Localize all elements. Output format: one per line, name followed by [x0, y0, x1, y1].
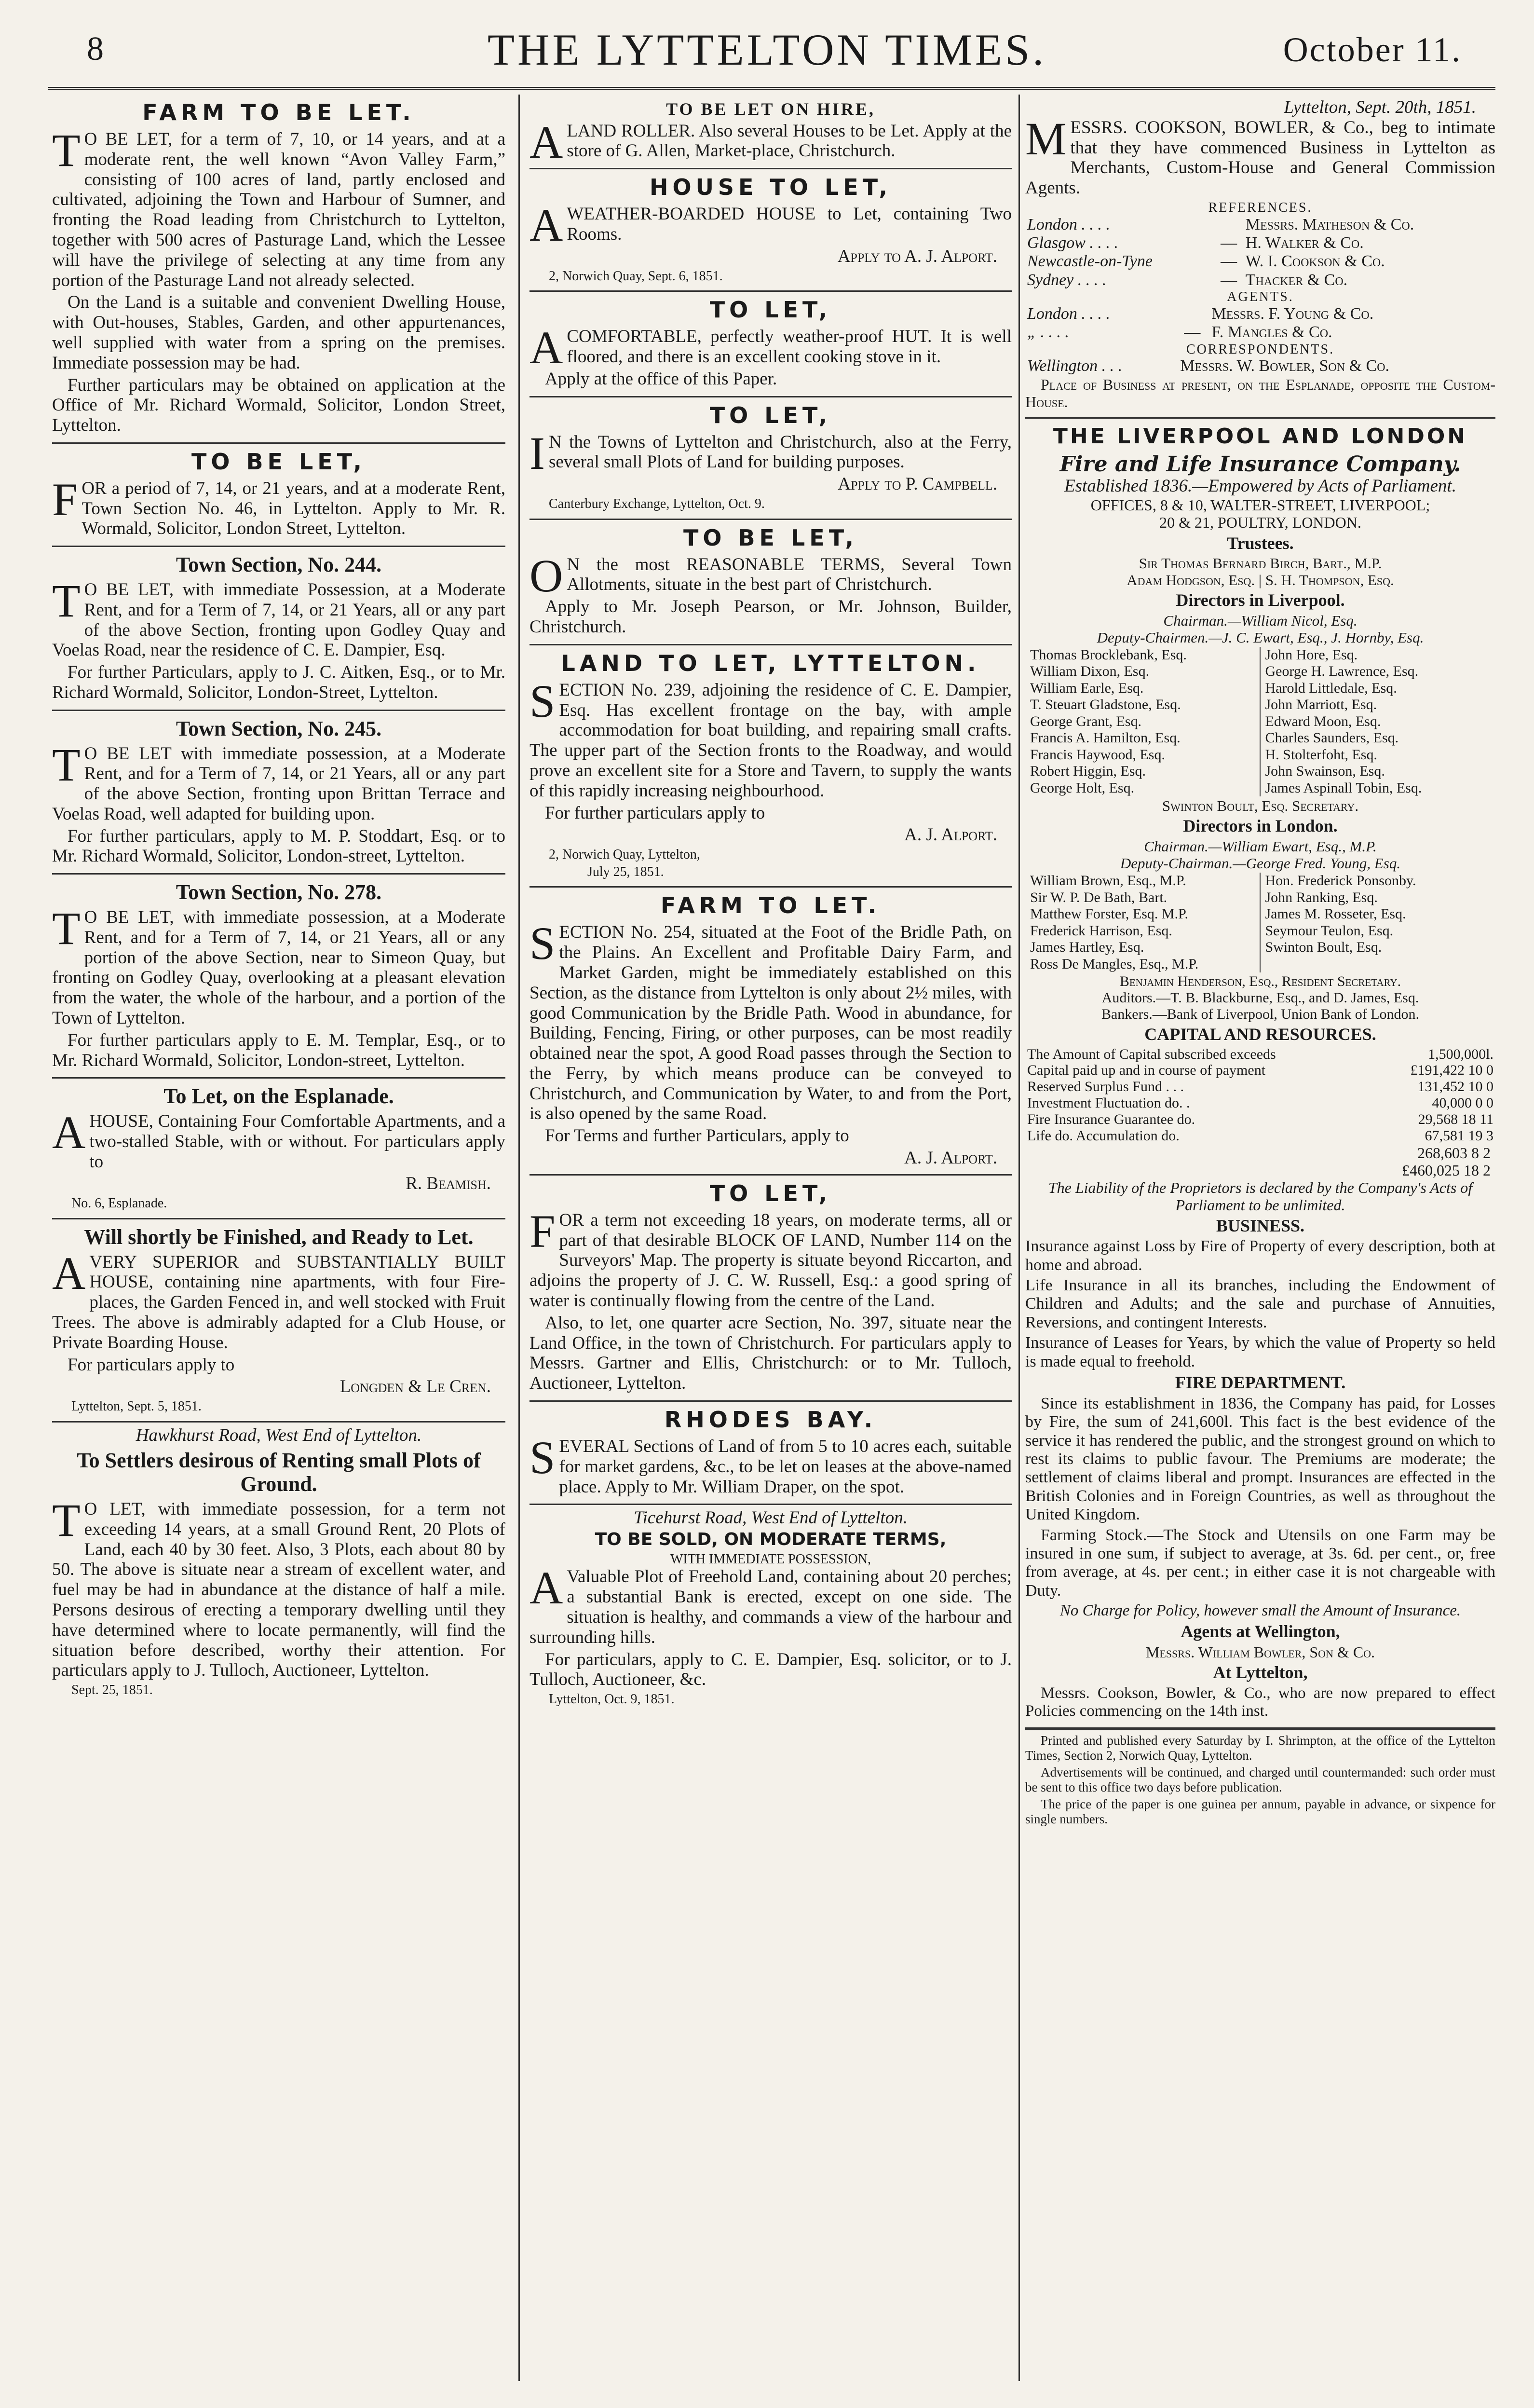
ad-section-244 [52, 547, 505, 711]
ad-paragraph: On the Land is a suitable and convenient Dwelling House, with Out-houses, Stables, Garden, and other appurtenances, well supplied with water from a spring on the premises. Immediate possession may be had. [52, 292, 505, 373]
reference-name: F. Mangles & Co. [1211, 323, 1332, 342]
director-name: Francis Haywood, Esq. [1030, 746, 1165, 763]
ad-block-114 [529, 1176, 1012, 1402]
director-name: George Grant, Esq. [1030, 713, 1142, 729]
capital-row [1025, 1079, 1495, 1095]
column-3 [1025, 95, 1495, 2391]
director-name: John Swainson, Esq. [1265, 763, 1385, 780]
directors-left-list [1030, 873, 1261, 972]
reference-name: Messrs. Matheson & Co. [1245, 215, 1414, 233]
ad-ticehurst [529, 1505, 1012, 1714]
director-name: Harold Littledale, Esq. [1265, 680, 1397, 696]
fire-paragraph: Since its establishment in 1836, the Company has paid, for Losses by Fire, the sum of 241,600l. This fact is the best evidence of the service it has rendered the public, and the strongest ground on which to rest its claims to public favour. The Premiums are moderate; the settlement of claims liberal and prompt. Insurances are effected in the British Colonies and in Foreign Countries, as well as throughout the United Kingdom. [1025, 1394, 1495, 1524]
reference-place: „ . . . . [1027, 323, 1069, 342]
ad-heading: FARM TO BE LET. [142, 99, 415, 125]
ad-address: Sept. 25, 1851. [71, 1683, 153, 1698]
lyttelton-agents-heading: At Lyttelton, [1213, 1663, 1308, 1683]
imprint-line: The price of the paper is one guinea per annum, payable in advance, or sixpence for single numbers. [1025, 1796, 1495, 1826]
ad-address: 2, Norwich Quay, Sept. 6, 1851. [549, 268, 723, 284]
drop-cap: T [52, 903, 81, 954]
capital-label: Investment Fluctuation do. . [1027, 1095, 1190, 1111]
director-name: John Hore, Esq. [1265, 646, 1358, 663]
ad-section-245 [52, 711, 505, 875]
newspaper-title: THE LYTTELTON TIMES. [487, 25, 1047, 74]
place-of-business: Place of Business at present, on the Esplanade, opposite the Custom-House. [1025, 375, 1495, 410]
ad-kicker: Ticehurst Road, West End of Lyttelton. [634, 1508, 908, 1528]
capital-row [1025, 1046, 1495, 1063]
capital-label: Fire Insurance Guarantee do. [1027, 1111, 1195, 1128]
director-name: Francis A. Hamilton, Esq. [1030, 730, 1181, 746]
ad-liverpool-london [1025, 419, 1495, 1728]
london-chairman-line: Chairman.—William Ewart, Esq., M.P. [1144, 838, 1377, 855]
ad-heading: Town Section, No. 278. [176, 880, 382, 904]
director-name: George H. Lawrence, Esq. [1265, 663, 1419, 680]
reference-row [1025, 305, 1495, 323]
reference-dash [1172, 357, 1178, 375]
director-name: Edward Moon, Esq. [1265, 713, 1381, 729]
ad-address: Canterbury Exchange, Lyttelton, Oct. 9. [549, 496, 765, 511]
established-line: Established 1836.—Empowered by Acts of Parliament. [1064, 476, 1456, 496]
reference-dash: — [1221, 252, 1237, 271]
ad-body: ECTION No. 254, situated at the Foot of the Bridle Path, on the Plains. An Excellent and Profitable Dairy Farm, and Market Garden, might be immediately established on this Section, as the distance from Lyttelton is only about 2½ miles, with good Communication by the Bridle Path. Wood in abundance, for Building, Fencing, Firing, or other purposes, can be most readily obtained near the spot, A good Road passes through the Section to the Ferry, by which means produce can be conveyed to Christchurch, and Communication by Water, to and from the Port, is also opened by the same Road. [529, 922, 1012, 1124]
ad-body: ESSRS. COOKSON, BOWLER, & Co., beg to intimate that they have commenced Business in Lyttelton as Merchants, Custom-House and General Commission Agents. [1025, 117, 1495, 198]
capital-label: Capital paid up and in course of payment [1027, 1062, 1266, 1079]
capital-value: 67,581 19 3 [1425, 1127, 1493, 1144]
ad-signature: Apply to P. Campbell. [838, 474, 997, 494]
reference-place: London . . . . [1027, 304, 1110, 323]
wellington-agents: Messrs. William Bowler, Son & Co. [1145, 1643, 1375, 1661]
director-name: William Brown, Esq., M.P. [1030, 873, 1186, 889]
ad-date: July 25, 1851. [587, 864, 664, 879]
capital-total: £460,025 18 2 [1402, 1162, 1491, 1179]
ad-body: EVERAL Sections of Land of from 5 to 10 acres each, suitable for market gardens, &c., to be let on leases at the above-named place. Apply to Mr. William Draper, on the spot. [559, 1436, 1012, 1497]
imprint-line: Printed and published every Saturday by I. Shrimpton, at the office of the Lyttelton Times, Section 2, Norwich Quay, Lyttelton. [1025, 1733, 1495, 1763]
reference-place: London . . . . [1027, 215, 1110, 233]
drop-cap: S [529, 675, 556, 727]
ad-body: LAND ROLLER. Also several Houses to be Let. Apply at the store of G. Allen, Market-place, Christchurch. [567, 121, 1012, 161]
imprint [1025, 1729, 1495, 1833]
ad-section-239 [529, 645, 1012, 888]
business-item: Insurance against Loss by Fire of Property of every description, both at home and abroad. [1025, 1237, 1495, 1274]
ad-body: O BE LET, for a term of 7, 10, or 14 years, and at a moderate rent, the well known “Avon Valley Farm,” consisting of 100 acres of land, partly enclosed and cultivated, adjoining the Town and Harbour of Sumner, and fronting the Road leading from Christchurch to Lyttelton, together with 500 acres of Pasturage Land, which the Lessee will have the privilege of selecting at any time from any portion of the Pasturage Land not already selected. [52, 129, 505, 290]
ad-signature: A. J. Alport. [904, 1148, 997, 1168]
reference-row [1025, 234, 1495, 252]
ad-heading: RHODES BAY. [664, 1407, 877, 1433]
director-name: Sir W. P. De Bath, Bart. [1030, 889, 1167, 905]
london-deputy-line: Deputy-Chairman.—George Fred. Young, Esq. [1120, 855, 1401, 872]
ad-signature: Apply to A. J. Alport. [837, 246, 997, 266]
ad-body: VERY SUPERIOR and SUBSTANTIALLY BUILT HOUSE, containing nine apartments, with four Fire-places, the Garden Fenced in, and well stocked with Fruit Trees. The above is admirably adapted for a Club House, or Private Boarding House. [52, 1252, 505, 1353]
secretary-line: Swinton Boult, Esq. Secretary. [1162, 797, 1359, 815]
drop-cap: A [529, 1562, 563, 1614]
liverpool-directors [1030, 647, 1491, 797]
ad-heading: TO BE LET ON HIRE, [666, 99, 875, 119]
ad-body: N the Towns of Lyttelton and Christchurch, also at the Ferry, several small Plots of Land for building purposes. [548, 432, 1012, 472]
ad-heading: Will shortly be Finished, and Ready to Let. [84, 1225, 474, 1249]
reference-row [1025, 216, 1495, 234]
reference-place: Wellington . . . [1027, 357, 1123, 375]
offices-line: 20 & 21, POULTRY, LONDON. [1159, 514, 1361, 532]
director-name: Hon. Frederick Ponsonby. [1265, 873, 1416, 889]
ad-heading: Town Section, No. 245. [176, 716, 382, 740]
ad-rhodes-bay [529, 1402, 1012, 1505]
ad-heading: Town Section, No. 244. [176, 553, 382, 577]
ad-towns-plots [529, 397, 1012, 520]
correspondents-heading: CORRESPONDENTS. [1186, 342, 1335, 357]
offices-line: OFFICES, 8 & 10, WALTER-STREET, LIVERPOOL; [1090, 496, 1430, 514]
capital-row [1025, 1095, 1495, 1111]
ad-paragraph: For Terms and further Particulars, apply to [545, 1126, 849, 1146]
drop-cap: O [529, 549, 563, 602]
capital-value: 131,452 10 0 [1417, 1079, 1493, 1095]
ad-heading: FARM TO LET. [660, 892, 881, 919]
company-name: Fire and Life Insurance Company. [1059, 452, 1461, 477]
ad-heading: TO LET, [709, 402, 832, 428]
london-directors [1030, 873, 1491, 972]
drop-cap: F [52, 473, 78, 525]
agents-heading: AGENTS. [1227, 289, 1294, 305]
capital-table [1025, 1046, 1495, 1144]
ad-settlers [52, 1423, 505, 1705]
issue-date: October 11. [1283, 30, 1462, 69]
ad-body: O BE LET, with immediate Possession, at a Moderate Rent, and for a Term of 7, 14, or 21 Years, all or any part of the above Section, fronting upon Godley Quay and Voelas Road, near the residence of C. E. Dampier, Esq. [52, 580, 505, 660]
reference-place: Newcastle-on-Tyne [1027, 252, 1153, 271]
director-name: Charles Saunders, Esq. [1265, 730, 1399, 746]
ad-address: Lyttelton, Sept. 5, 1851. [71, 1399, 202, 1414]
drop-cap: A [52, 1247, 86, 1299]
drop-cap: A [529, 322, 563, 374]
ad-signature: R. Beamish. [406, 1174, 491, 1194]
ad-body: O BE LET with immediate possession, at a Moderate Rent, and for a Term of 7, 14, or 21 Years, all or any part of the above Section, fronting upon Brittan Terrace and Voelas Road, well adapted for building upon. [52, 743, 505, 824]
reference-place: Sydney . . . . [1027, 271, 1107, 289]
ad-section-46 [52, 444, 505, 547]
ad-superior-house [52, 1219, 505, 1423]
ad-body: OR a term not exceeding 18 years, on moderate terms, all or part of that desirable BLOCK OF LAND, Number 114 on the Surveyors' Map. The property is situate beyond Riccarton, and adjoins the property of J. C. W. Russell, Esq.: a good spring of water is continually flowing from the centre of the Land. [529, 1210, 1012, 1311]
director-name: Frederick Harrison, Esq. [1030, 922, 1172, 939]
ad-paragraph: For further particulars apply to E. M. Templar, Esq., or to Mr. Richard Wormald, Solicitor, London-street, Lyttelton. [52, 1030, 505, 1070]
director-name: James Aspinall Tobin, Esq. [1265, 780, 1422, 796]
masthead [0, 0, 1534, 96]
reference-row [1025, 323, 1495, 342]
reference-dash: — [1221, 234, 1237, 252]
reference-dash: — [1221, 271, 1237, 289]
ad-body: WEATHER-BOARDED HOUSE to Let, containing Two Rooms. [567, 204, 1012, 245]
fire-department-heading: FIRE DEPARTMENT. [1175, 1373, 1346, 1393]
page-number: 8 [87, 30, 104, 68]
ad-dateline: Lyttelton, Sept. 20th, 1851. [1284, 97, 1476, 117]
capital-value: £191,422 10 0 [1410, 1062, 1493, 1079]
director-name: Robert Higgin, Esq. [1030, 763, 1146, 780]
ad-heading: TO LET, [709, 297, 832, 323]
agents-table [1025, 305, 1495, 342]
ad-heading: THE LIVERPOOL AND LONDON [1053, 424, 1468, 449]
directors-left-list [1030, 647, 1261, 797]
drop-cap: S [529, 1431, 556, 1483]
director-name: John Ranking, Esq. [1265, 889, 1378, 905]
resident-secretary: Benjamin Henderson, Esq., Resident Secretary. [1119, 973, 1401, 990]
ad-heading: TO BE LET, [191, 448, 367, 475]
ad-signature: Longden & Le Cren. [339, 1377, 491, 1397]
reference-row [1025, 271, 1495, 289]
deputy-line: Deputy-Chairmen.—J. C. Ewart, Esq., J. Hornby, Esq. [1097, 629, 1424, 646]
references-table [1025, 216, 1495, 290]
ad-paragraph: Apply at the office of this Paper. [545, 369, 777, 389]
director-name: John Marriott, Esq. [1265, 697, 1377, 713]
ad-paragraph: For further Particulars, apply to J. C. Aitken, Esq., or to Mr. Richard Wormald, Solicitor, London-Street, Lyttelton. [52, 662, 505, 702]
director-name: William Earle, Esq. [1030, 680, 1144, 696]
directors-liverpool-heading: Directors in Liverpool. [1176, 590, 1345, 610]
drop-cap: M [1025, 112, 1067, 164]
references-heading: REFERENCES. [1208, 200, 1313, 215]
ad-paragraph: Further particulars may be obtained on application at the Office of Mr. Richard Wormald, Solicitor, London Street, Lyttelton. [52, 375, 505, 436]
ad-heading: To Settlers desirous of Renting small Plots of Ground. [77, 1448, 481, 1496]
ad-body: COMFORTABLE, perfectly weather-proof HUT. It is well floored, and there is an excellent cooking stove in it. [567, 327, 1012, 367]
capital-label: The Amount of Capital subscribed exceeds [1027, 1046, 1276, 1062]
ad-heading: TO LET, [709, 1180, 832, 1206]
directors-right-list [1261, 647, 1491, 797]
reference-place: Glasgow . . . . [1027, 234, 1118, 252]
capital-label: Reserved Surplus Fund . . . [1027, 1079, 1184, 1095]
director-name: James Hartley, Esq. [1030, 939, 1144, 956]
reference-name: H. Walker & Co. [1245, 234, 1364, 252]
capital-row [1025, 1062, 1495, 1079]
ad-body: N the most REASONABLE TERMS, Several Town Allotments, situate in the best part of Christchurch. [567, 554, 1012, 595]
capital-label: Life do. Accumulation do. [1027, 1127, 1180, 1144]
trustees-heading: Trustees. [1227, 533, 1294, 553]
capital-value: 1,500,000l. [1428, 1046, 1493, 1062]
drop-cap: A [529, 116, 563, 168]
capital-subtotal: 268,603 8 2 [1417, 1144, 1491, 1162]
ad-subheading: WITH IMMEDIATE POSSESSION, [670, 1551, 871, 1567]
capital-row [1025, 1128, 1495, 1144]
ad-body: O LET, with immediate possession, for a term not exceeding 14 years, at a small Ground Rent, 20 Plots of Land, each 40 by 30 feet. Also, 3 Plots, each about 80 by 50. The above is situate near a stream of excellent water, and fuel may be had in abundance at the distance of half a mile. Persons desirous of erecting a temporary dwelling until they have determined where to locate permanently, will find the situation before described, worthy their attention. For particulars apply to J. Tulloch, Auctioneer, Lyttelton. [52, 1499, 505, 1681]
directors-london-heading: Directors in London. [1183, 816, 1338, 836]
director-name: William Dixon, Esq. [1030, 663, 1150, 680]
ad-house-to-let [529, 169, 1012, 292]
business-item: Insurance of Leases for Years, by which the value of Property so held is made equal to freehold. [1025, 1334, 1495, 1370]
ad-body: OR a period of 7, 14, or 21 years, and at a moderate Rent, Town Section No. 46, in Lyttelton. Apply to Mr. R. Wormald, Solicitor, London Street, Lyttelton. [81, 478, 505, 539]
drop-cap: T [52, 124, 81, 176]
ad-signature: A. J. Alport. [904, 825, 997, 845]
ad-farm-avon [52, 95, 505, 444]
column-rule-2 [1018, 95, 1020, 2381]
farming-stock-paragraph: Farming Stock.—The Stock and Utensils on one Farm may be insured in one sum, if subject to average, at 3s. 6d. per cent., or, free from average, at 4s. per cent.; in either case it is not chargeable with Duty. [1025, 1526, 1495, 1600]
ad-paragraph: For further particulars, apply to M. P. Stoddart, Esq. or to Mr. Richard Wormald, Solicitor, London-street, Lyttelton. [52, 826, 505, 866]
trustees-line: Sir Thomas Bernard Birch, Bart., M.P. [1139, 555, 1382, 572]
ad-body: Valuable Plot of Freehold Land, containing about 20 perches; a substantial Bank is erected, except on one side. The situation is healthy, and commands a view of the harbour and surrounding hills. [529, 1567, 1012, 1647]
ad-paragraph: For further particulars apply to [545, 803, 765, 823]
ad-heading: HOUSE TO LET, [649, 174, 892, 201]
capital-value: 29,568 18 11 [1418, 1111, 1493, 1128]
ad-cookson-bowler [1025, 95, 1495, 419]
director-name: Thomas Brocklebank, Esq. [1030, 646, 1187, 663]
reference-name: W. I. Cookson & Co. [1245, 252, 1385, 271]
reference-name: Messrs. W. Bowler, Son & Co. [1180, 357, 1390, 375]
lyttelton-agents: Messrs. Cookson, Bowler, & Co., who are now prepared to effect Policies commencing on the 14th inst. [1025, 1684, 1495, 1720]
ad-paragraph: For particulars apply to [68, 1354, 235, 1375]
reference-dash [1175, 305, 1209, 323]
capital-row [1025, 1111, 1495, 1128]
business-heading: BUSINESS. [1216, 1216, 1305, 1235]
ad-heading: LAND TO LET, LYTTELTON. [561, 650, 980, 676]
reference-dash: — [1184, 323, 1201, 342]
ad-farm-254 [529, 888, 1012, 1176]
wellington-agents-heading: Agents at Wellington, [1181, 1622, 1340, 1642]
drop-cap: T [52, 739, 81, 791]
reference-name: Messrs. F. Young & Co. [1211, 304, 1374, 323]
drop-cap: A [529, 199, 563, 251]
director-name: Matthew Forster, Esq. M.P. [1030, 906, 1188, 922]
reference-name: Thacker & Co. [1245, 271, 1348, 289]
ad-address: Lyttelton, Oct. 9, 1851. [549, 1692, 675, 1707]
ad-heading: TO BE LET, [683, 524, 858, 551]
chairman-line: Chairman.—William Nicol, Esq. [1163, 612, 1358, 629]
drop-cap: F [529, 1205, 556, 1257]
drop-cap: T [52, 1494, 81, 1546]
director-name: George Holt, Esq. [1030, 780, 1135, 796]
ad-reasonable-terms [529, 520, 1012, 645]
ad-heading: TO BE SOLD, ON MODERATE TERMS, [595, 1530, 947, 1550]
director-name: James M. Rosseter, Esq. [1265, 906, 1406, 922]
capital-value: 40,000 0 0 [1432, 1095, 1493, 1111]
column-2 [529, 95, 1012, 2391]
ad-paragraph: Apply to Mr. Joseph Pearson, or Mr. Johnson, Builder, Christchurch. [529, 597, 1012, 637]
ad-esplanade [52, 1079, 505, 1219]
column-1 [52, 95, 505, 2391]
no-charge-note: No Charge for Policy, however small the Amount of Insurance. [1059, 1602, 1461, 1620]
ad-address: 2, Norwich Quay, Lyttelton, [549, 847, 700, 862]
ad-body: ECTION No. 239, adjoining the residence of C. E. Dampier, Esq. Has excellent frontage on the bay, with ample accommodation for boat building, and repairing small crafts. The upper part of the Section fronts to the Roadway, and would prove an excellent site for a Store and Tavern, to supply the wants of this rapidly increasing neighbourhood. [529, 680, 1012, 801]
directors-right-list [1261, 873, 1491, 972]
liability-note: The Liability of the Proprietors is declared by the Company's Acts of Parliament to be unlimited. [1048, 1179, 1473, 1214]
ad-body: HOUSE, Containing Four Comfortable Apartments, and a two-stalled Stable, with or without. For particulars apply to [89, 1111, 505, 1172]
director-name: Ross De Mangles, Esq., M.P. [1030, 956, 1199, 972]
business-item: Life Insurance in all its branches, including the Endowment of Children and Adults; and the sale and purchase of Annuities, Reversions, and contingent Interests. [1025, 1276, 1495, 1331]
ad-paragraph: For particulars, apply to C. E. Dampier, Esq. solicitor, or to J. Tulloch, Auctioneer, &c. [529, 1649, 1012, 1690]
director-name: T. Steuart Gladstone, Esq. [1030, 697, 1181, 713]
reference-dash [1214, 216, 1243, 234]
drop-cap: S [529, 917, 556, 970]
auditors-line: Auditors.—T. B. Blackburne, Esq., and D. James, Esq. [1101, 990, 1419, 1006]
ad-address: No. 6, Esplanade. [71, 1196, 167, 1211]
drop-cap: T [52, 575, 81, 627]
ad-land-roller [529, 95, 1012, 169]
ad-heading: To Let, on the Esplanade. [163, 1084, 394, 1108]
capital-heading: CAPITAL AND RESOURCES. [1144, 1024, 1376, 1044]
director-name: Swinton Boult, Esq. [1265, 939, 1382, 956]
trustees-line: Adam Hodgson, Esq. | S. H. Thompson, Esq. [1127, 572, 1394, 589]
correspondents-table [1025, 357, 1495, 375]
bankers-line: Bankers.—Bank of Liverpool, Union Bank of London. [1101, 1006, 1420, 1022]
director-name: H. Stolterfoht, Esq. [1265, 746, 1377, 763]
reference-row [1025, 357, 1495, 375]
ad-paragraph: Also, to let, one quarter acre Section, No. 397, situate near the Land Office, in the town of Christchurch. For particulars apply to Messrs. Gartner and Ellis, Christchurch: or to Mr. Tulloch, Auctioneer, Lyttelton. [529, 1313, 1012, 1394]
ad-hut [529, 292, 1012, 397]
ad-section-278 [52, 875, 505, 1079]
drop-cap: A [52, 1107, 86, 1159]
director-name: Seymour Teulon, Esq. [1265, 922, 1394, 939]
reference-row [1025, 252, 1495, 271]
ad-body: O BE LET, with immediate possession, at a Moderate Rent, and for a Term of 7, 14, or 21 Years, all or any portion of the above Section, near to Simeon Quay, but fronting on Godley Quay, overlooking at a pleasant elevation from the water, the whole of the harbour, and a portion of the Town of Lyttelton. [52, 907, 505, 1028]
imprint-line: Advertisements will be continued, and charged until countermanded: such order must be sent to this office two days before publication. [1025, 1765, 1495, 1794]
drop-cap: I [529, 427, 545, 479]
masthead-rule [48, 87, 1495, 90]
column-rule-1 [518, 95, 520, 2381]
ad-kicker: Hawkhurst Road, West End of Lyttelton. [136, 1425, 422, 1445]
